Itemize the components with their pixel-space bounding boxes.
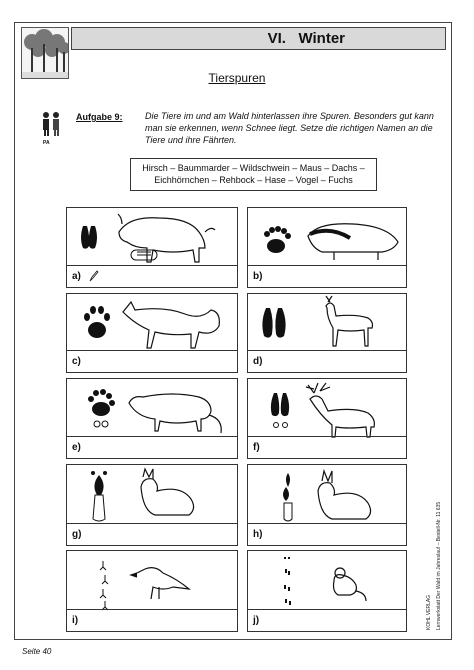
fox-drawing [123, 302, 219, 348]
chapter-title: Winter [298, 30, 345, 47]
card-d [247, 293, 407, 373]
card-letter-b: b) [253, 271, 263, 282]
card-letter-j: j) [253, 615, 260, 626]
squirrel-track-icon [91, 471, 107, 521]
mouse-drawing [334, 568, 367, 601]
hoof-track-icon [81, 226, 97, 249]
answer-line-b[interactable] [248, 265, 406, 287]
card-g [66, 464, 238, 546]
answer-line-i[interactable] [67, 609, 237, 631]
imprint: Lernwerkstatt Der Wald im Jahreslauf – Bestell-Nr. 11 635 [436, 501, 442, 630]
boar-drawing [118, 214, 215, 262]
page-title: Tierspuren [208, 71, 266, 85]
crow-drawing [131, 568, 189, 599]
card-letter-a: a) [72, 271, 81, 282]
paw-track-icon [88, 389, 115, 427]
answer-line-h[interactable] [248, 523, 406, 545]
bird-track-icon [100, 561, 108, 610]
hare-track-icon [283, 473, 292, 521]
task-label: Aufgabe 9: [76, 112, 123, 122]
answer-line-e[interactable] [67, 436, 237, 458]
partner-work-badge: PA [43, 140, 50, 146]
card-letter-g: g) [72, 529, 82, 540]
publisher-logo [426, 560, 436, 630]
imprint-publisher-line: Lernwerkstatt [436, 599, 442, 630]
answer-line-f[interactable] [248, 436, 406, 458]
roe-deer-drawing [326, 296, 373, 346]
word-bank [130, 158, 377, 191]
card-h [247, 464, 407, 546]
word-bank-line-1: Hirsch – Baummarder – Wildschwein – Maus – Dachs – [142, 163, 365, 173]
card-letter-e: e) [72, 442, 81, 453]
answer-line-c[interactable] [67, 350, 237, 372]
mouse-track-icon [284, 557, 291, 605]
badger-drawing [308, 224, 398, 260]
answer-line-g[interactable] [67, 523, 237, 545]
card-j [247, 550, 407, 632]
card-i [66, 550, 238, 632]
imprint-book-title: Der Wald im Jahreslauf [436, 546, 442, 599]
hoof-track-icon [271, 393, 289, 428]
card-letter-i: i) [72, 615, 79, 626]
page-number: Seite 40 [22, 647, 52, 656]
card-f [247, 378, 407, 459]
card-letter-f: f) [253, 442, 260, 453]
word-bank-line-2: Eichhörnchen – Rehbock – Hase – Vogel – Fuchs [154, 175, 353, 185]
chapter-number: VI. [267, 30, 286, 47]
card-letter-c: c) [72, 356, 81, 367]
card-letter-d: d) [253, 356, 263, 367]
rabbit-drawing [318, 471, 371, 519]
answer-line-j[interactable] [248, 609, 406, 631]
card-a [66, 207, 238, 288]
card-b [247, 207, 407, 288]
red-deer-drawing [306, 383, 374, 437]
task-instructions: Die Tiere im und am Wald hinterlassen ihre Spuren. Besonders gut kann man sie erkennen, wenn Schnee liegt. Setze die richtigen Namen an die Tiere und ihre Fährten. [145, 111, 434, 145]
hare-drawing [141, 469, 194, 515]
chapter-header [71, 27, 446, 50]
partner-work-icon [40, 110, 62, 142]
pencil-icon [89, 270, 99, 282]
paw-track-icon [264, 226, 291, 253]
publisher-name: KOHL VERLAG [426, 594, 432, 630]
card-letter-h: h) [253, 529, 263, 540]
marten-drawing [129, 394, 221, 433]
hoof-track-icon [262, 308, 285, 338]
imprint-order-number: Bestell-Nr. 11 635 [436, 501, 442, 542]
card-e [66, 378, 238, 459]
card-c [66, 293, 238, 373]
paw-track-icon [84, 306, 110, 338]
answer-line-d[interactable] [248, 350, 406, 372]
